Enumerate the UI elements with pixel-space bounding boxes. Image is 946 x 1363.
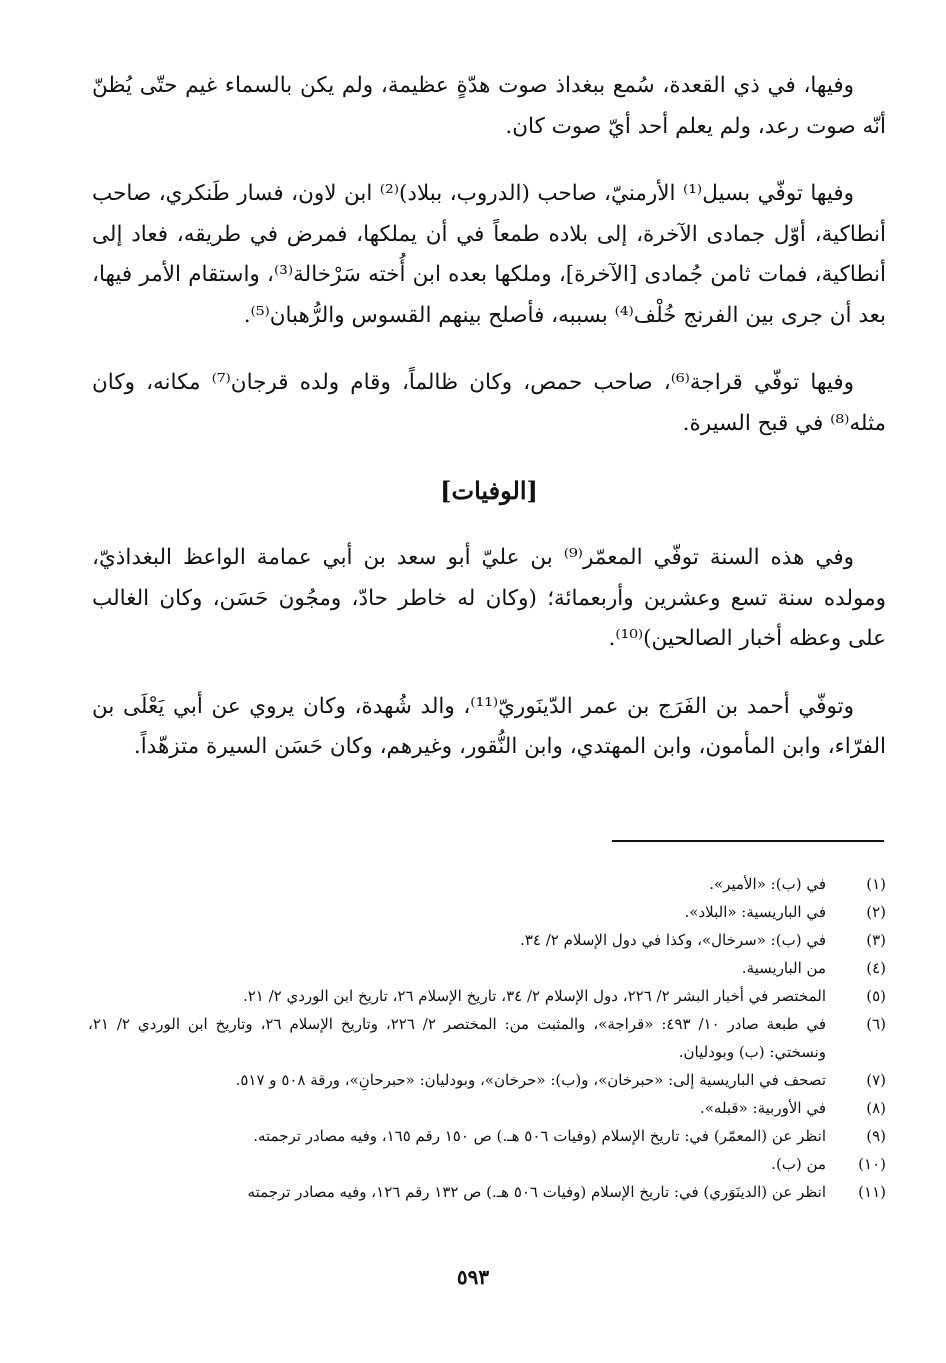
paragraph: وفيها، في ذي القعدة، سُمع ببغداذ صوت هدّةٍ عظيمة، ولم يكن بالسماء غيم حتّى يُظنّ أنّه صوت رعد، ولم يعلم أحد أيّ صوت كان. <box>92 73 886 139</box>
paragraph: وفي هذه السنة توفّي المعمّر⁽⁹⁾ بن عليّ أبو سعد بن أبي عمامة الواعظ البغداذيّ، ومولده سنة تسع وعشرين وأربعمائة؛ (وكان له خاطر حادّ، ومجُون حَسَن، وكان الغالب على وعظه أخبار الصالحين)⁽¹⁰⁾. <box>92 545 886 651</box>
footnote-item <box>88 1122 886 1150</box>
footnote-number: (١) <box>866 875 886 893</box>
paragraph: وفيها توفّي قراجة⁽⁶⁾، صاحب حمص، وكان ظالماً، وقام ولده قرجان⁽⁷⁾ مكانه، وكان مثله⁽⁸⁾ في قبح السيرة. <box>92 370 886 436</box>
section-heading: [الوفيات] <box>440 476 538 505</box>
footnote-text: في الأوربية: «قبله». <box>699 1099 826 1117</box>
footnote-item <box>88 926 886 954</box>
footnote-item <box>88 1066 886 1094</box>
footnote-item <box>88 870 886 898</box>
footnote-text: في طبعة صادر ١٠/ ٤٩٣: «قراجة»، والمثبت من: المختصر ٢/ ٢٢٦، وتاريخ الإسلام ٢٦، وتاريخ ابن الوردي ٢/ ٢١، ونسختي: (ب) وبودليان. <box>88 1015 826 1061</box>
footnote-item <box>88 898 886 926</box>
footnote-item <box>88 1150 886 1178</box>
paragraph: وفيها توفّي بسيل⁽¹⁾ الأرمنيّ، صاحب (الدروب، ببلاد)⁽²⁾ ابن لاون، فسار طَنكري، صاحب أنطاكية، أوّل جمادى الآخرة، إلى بلاده طمعاً في أن يملكها، فمرض في طريقه، فعاد إلى أنطاكية، فمات ثامن جُمادى [الآخرة]، وملكها بعده ابن أُخته سَرْخالة⁽³⁾، واستقام الأمر فيها، بعد أن جرى بين الفرنج خُلْف⁽⁴⁾ بسببه، فأصلح بينهم القسوس والرُّهبان⁽⁵⁾. <box>92 181 886 328</box>
footnote-number: (٢) <box>866 903 886 921</box>
footnote-number: (١٠) <box>858 1155 886 1173</box>
footnote-text: تصحف في الباريسية إلى: «حبرخان»، و(ب): «حرخان»، وبودليان: «حبرحانِ»، ورقة ٥٠٨ و ٥١٧. <box>235 1071 826 1089</box>
footnote-item <box>88 1178 886 1206</box>
footnote-number: (٦) <box>866 1015 886 1033</box>
footnote-text: في الباريسية: «البلاد». <box>684 903 826 921</box>
paragraph: وتوفّي أحمد بن الفَرَج بن عمر الدّينَوريّ⁽¹¹⁾، والد شُهدة، وكان يروي عن أبي يَعْلَى بن الفرّاء، وابن المأمون، وابن المهتدي، وابن النُّقور، وغيرهم، وكان حَسَن السيرة متزهّداً. <box>92 693 886 759</box>
footnote-text: المختصر في أخبار البشر ٢/ ٢٢٦، دول الإسلام ٢/ ٣٤، تاريخ الإسلام ٢٦، تاريخ ابن الوردي ٢/ ٢١. <box>242 987 826 1005</box>
footnote-number: (٨) <box>866 1099 886 1117</box>
footnote-text: من الباريسية. <box>741 959 826 977</box>
footnote-text: انظر عن (الدينَوَري) في: تاريخ الإسلام (وفيات ٥٠٦ هـ.) ص ١٣٢ رقم ١٢٦، وفيه مصادر ترجمته <box>247 1183 826 1201</box>
page-number: ٥٩٣ <box>456 1265 490 1289</box>
footnote-number: (٩) <box>866 1127 886 1145</box>
footnote-item <box>88 982 886 1010</box>
footnote-text: انظر عن (المعمّر) في: تاريخ الإسلام (وفيات ٥٠٦ هـ.) ص ١٥٠ رقم ١٦٥، وفيه مصادر ترجمته. <box>253 1127 826 1145</box>
footnote-number: (٥) <box>866 987 886 1005</box>
footnote-number: (٧) <box>866 1071 886 1089</box>
footnote-text: في (ب): «سرخال»، وكذا في دول الإسلام ٢/ ٣٤. <box>520 931 826 949</box>
footnote-separator <box>612 840 884 842</box>
footnote-text: من (ب). <box>771 1155 826 1173</box>
footnote-number: (٣) <box>866 931 886 949</box>
footnote-number: (٤) <box>866 959 886 977</box>
main-text <box>92 66 886 795</box>
footnote-number: (١١) <box>858 1183 886 1201</box>
footnotes-list <box>88 870 886 1206</box>
footnote-text: في (ب): «الأمير». <box>709 875 826 893</box>
footnote-item <box>88 1010 886 1066</box>
footnote-item <box>88 1094 886 1122</box>
footnote-item <box>88 954 886 982</box>
